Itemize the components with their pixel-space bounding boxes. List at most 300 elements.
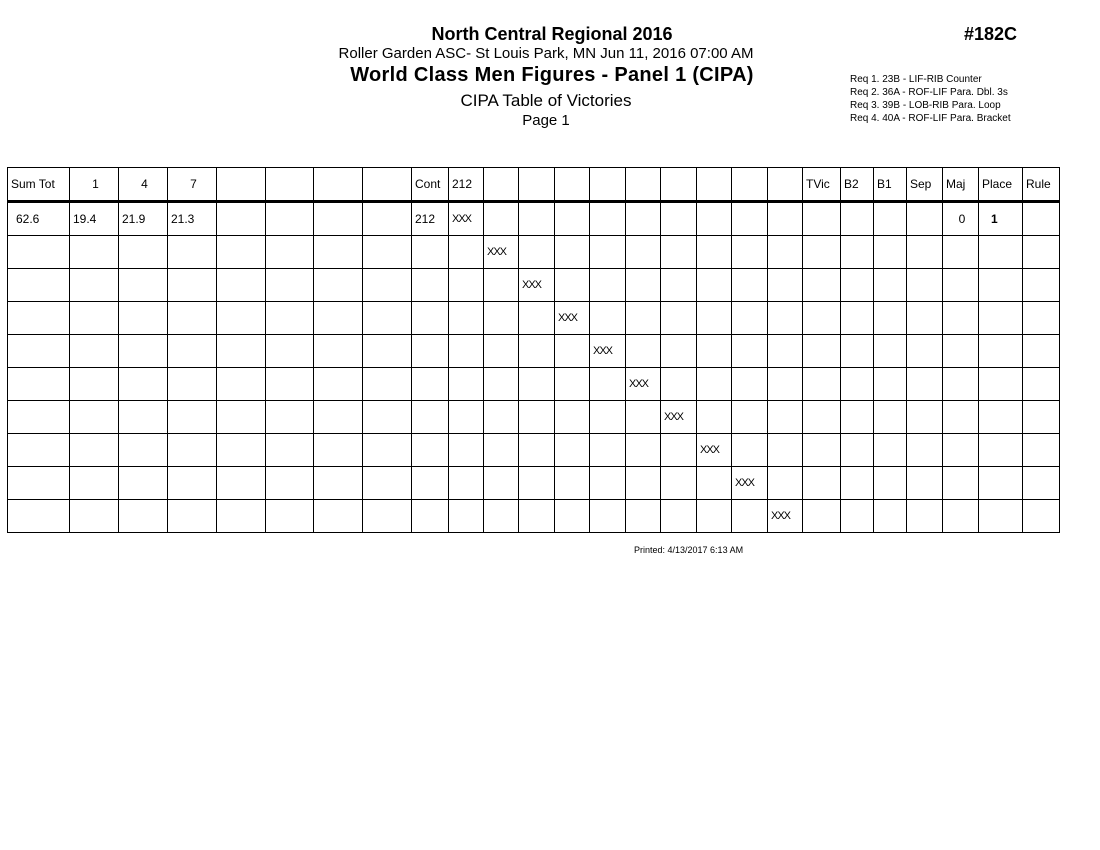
table-cell — [768, 434, 803, 467]
table-cell — [907, 434, 943, 467]
table-cell — [449, 302, 484, 335]
table-cell — [119, 236, 168, 269]
table-cell — [768, 202, 803, 236]
table-cell: XXX — [484, 236, 519, 269]
table-cell — [874, 202, 907, 236]
table-cell — [803, 500, 841, 533]
table-cell — [484, 202, 519, 236]
table-cell — [732, 401, 768, 434]
column-header: Cont — [412, 168, 449, 202]
table-cell — [8, 500, 70, 533]
table-cell — [266, 202, 314, 236]
table-cell — [412, 500, 449, 533]
table-cell — [217, 202, 266, 236]
table-cell — [449, 236, 484, 269]
table-cell — [626, 236, 661, 269]
table-cell — [907, 500, 943, 533]
table-cell — [555, 467, 590, 500]
table-cell — [590, 368, 626, 401]
table-cell — [732, 236, 768, 269]
table-cell — [874, 401, 907, 434]
table-cell — [1023, 202, 1060, 236]
column-header — [363, 168, 412, 202]
table-cell — [168, 368, 217, 401]
table-cell — [907, 401, 943, 434]
table-cell: XXX — [590, 335, 626, 368]
table-cell — [412, 401, 449, 434]
table-cell — [626, 269, 661, 302]
table-cell — [803, 434, 841, 467]
table-cell — [626, 202, 661, 236]
table-cell — [266, 236, 314, 269]
table-cell — [1023, 302, 1060, 335]
column-header: Rule — [1023, 168, 1060, 202]
table-cell — [732, 269, 768, 302]
column-header — [217, 168, 266, 202]
victories-table — [7, 167, 1060, 533]
table-cell — [626, 467, 661, 500]
table-cell — [697, 401, 732, 434]
table-cell — [661, 335, 697, 368]
table-cell — [266, 269, 314, 302]
column-header — [519, 168, 555, 202]
table-cell — [484, 401, 519, 434]
table-cell — [943, 302, 979, 335]
table-cell — [907, 335, 943, 368]
column-header — [626, 168, 661, 202]
table-cell — [590, 467, 626, 500]
table-cell — [661, 500, 697, 533]
table-cell — [8, 236, 70, 269]
table-cell — [70, 500, 119, 533]
column-header: TVic — [803, 168, 841, 202]
table-cell — [449, 500, 484, 533]
table-cell — [168, 302, 217, 335]
table-cell — [943, 467, 979, 500]
table-cell — [484, 335, 519, 368]
table-cell — [874, 302, 907, 335]
table-cell — [697, 236, 732, 269]
table-cell — [412, 302, 449, 335]
table-cell — [626, 335, 661, 368]
table-cell — [768, 335, 803, 368]
table-row — [8, 236, 1060, 269]
column-header — [555, 168, 590, 202]
table-cell — [803, 302, 841, 335]
table-cell: 62.6 — [8, 202, 70, 236]
table-row — [8, 269, 1060, 302]
table-cell — [8, 335, 70, 368]
table-cell — [314, 368, 363, 401]
table-cell — [841, 434, 874, 467]
table-cell — [168, 401, 217, 434]
table-cell — [314, 401, 363, 434]
table-cell — [979, 401, 1023, 434]
table-cell — [484, 368, 519, 401]
table-cell — [661, 269, 697, 302]
table-cell — [841, 236, 874, 269]
column-header: B1 — [874, 168, 907, 202]
table-cell — [314, 236, 363, 269]
table-cell: XXX — [768, 500, 803, 533]
table-row — [8, 335, 1060, 368]
table-cell — [979, 434, 1023, 467]
table-cell — [519, 302, 555, 335]
table-cell — [217, 269, 266, 302]
table-cell — [803, 236, 841, 269]
column-header — [732, 168, 768, 202]
table-cell — [217, 500, 266, 533]
table-cell — [803, 269, 841, 302]
table-cell — [1023, 368, 1060, 401]
table-cell — [314, 269, 363, 302]
table-cell — [874, 434, 907, 467]
column-header — [314, 168, 363, 202]
table-cell — [590, 401, 626, 434]
table-cell — [70, 467, 119, 500]
table-cell — [732, 500, 768, 533]
table-cell — [412, 467, 449, 500]
table-cell — [732, 302, 768, 335]
table-cell — [449, 269, 484, 302]
column-header: B2 — [841, 168, 874, 202]
table-cell — [874, 368, 907, 401]
table-cell — [697, 202, 732, 236]
table-cell: XXX — [449, 202, 484, 236]
table-cell — [841, 269, 874, 302]
table-cell — [363, 202, 412, 236]
table-cell — [555, 434, 590, 467]
table-cell — [768, 236, 803, 269]
table-cell — [363, 368, 412, 401]
table-cell — [449, 434, 484, 467]
table-cell — [363, 269, 412, 302]
table-cell — [519, 467, 555, 500]
table-cell — [484, 302, 519, 335]
table-cell — [697, 467, 732, 500]
column-header — [266, 168, 314, 202]
table-cell — [907, 368, 943, 401]
table-cell — [979, 302, 1023, 335]
table-cell — [803, 368, 841, 401]
table-cell — [907, 236, 943, 269]
table-cell — [70, 236, 119, 269]
table-cell — [168, 434, 217, 467]
table-cell — [661, 434, 697, 467]
table-cell — [363, 500, 412, 533]
table-cell — [697, 302, 732, 335]
table-cell — [70, 302, 119, 335]
table-cell — [555, 368, 590, 401]
table-cell — [119, 401, 168, 434]
table-cell — [8, 434, 70, 467]
table-cell — [8, 269, 70, 302]
column-header — [661, 168, 697, 202]
table-cell — [70, 368, 119, 401]
table-cell — [484, 269, 519, 302]
requirement-item: Req 1. 23B - LIF-RIB Counter — [850, 74, 982, 85]
table-cell — [555, 401, 590, 434]
table-cell — [697, 500, 732, 533]
table-cell — [412, 269, 449, 302]
table-cell — [519, 500, 555, 533]
table-cell: XXX — [732, 467, 768, 500]
table-cell — [590, 269, 626, 302]
table-cell — [943, 236, 979, 269]
table-cell — [168, 236, 217, 269]
table-cell — [841, 202, 874, 236]
table-cell: 21.3 — [168, 202, 217, 236]
table-cell — [555, 202, 590, 236]
table-cell — [70, 269, 119, 302]
table-cell — [803, 202, 841, 236]
table-cell — [1023, 500, 1060, 533]
table-cell — [1023, 467, 1060, 500]
table-cell — [661, 467, 697, 500]
table-row — [8, 434, 1060, 467]
column-header: Sep — [907, 168, 943, 202]
table-cell — [168, 500, 217, 533]
table-row — [8, 401, 1060, 434]
table-cell — [412, 434, 449, 467]
table-cell — [1023, 434, 1060, 467]
table-cell — [217, 368, 266, 401]
table-cell — [519, 236, 555, 269]
table-cell — [266, 467, 314, 500]
table-cell — [412, 236, 449, 269]
table-cell — [412, 368, 449, 401]
column-header: Place — [979, 168, 1023, 202]
table-cell — [907, 202, 943, 236]
table-cell: XXX — [519, 269, 555, 302]
table-cell — [70, 335, 119, 368]
table-cell — [217, 434, 266, 467]
table-cell — [768, 368, 803, 401]
table-cell — [661, 236, 697, 269]
table-cell — [626, 401, 661, 434]
venue-line: Roller Garden ASC- St Louis Park, MN Jun 11, 2016 07:00 AM — [338, 45, 754, 62]
table-cell: XXX — [555, 302, 590, 335]
table-cell — [555, 269, 590, 302]
table-cell — [697, 335, 732, 368]
table-cell — [768, 302, 803, 335]
table-cell — [979, 467, 1023, 500]
table-cell — [519, 335, 555, 368]
table-cell — [314, 202, 363, 236]
table-cell — [979, 269, 1023, 302]
table-cell — [979, 236, 1023, 269]
table-cell — [266, 500, 314, 533]
printed-timestamp: Printed: 4/13/2017 6:13 AM — [634, 545, 744, 555]
table-cell — [484, 467, 519, 500]
table-cell — [874, 335, 907, 368]
table-cell — [697, 269, 732, 302]
table-cell — [661, 302, 697, 335]
table-cell: XXX — [697, 434, 732, 467]
column-header: 7 — [168, 168, 217, 202]
table-cell — [907, 467, 943, 500]
table-cell — [943, 368, 979, 401]
table-cell — [590, 302, 626, 335]
table-cell — [803, 467, 841, 500]
table-cell — [449, 401, 484, 434]
page-number: Page 1 — [522, 112, 570, 129]
table-cell — [217, 302, 266, 335]
table-cell — [626, 302, 661, 335]
table-row — [8, 500, 1060, 533]
table-cell — [119, 500, 168, 533]
table-cell — [841, 500, 874, 533]
table-cell — [626, 500, 661, 533]
table-cell — [70, 401, 119, 434]
table-cell — [555, 335, 590, 368]
table-cell — [979, 500, 1023, 533]
table-cell — [314, 434, 363, 467]
table-cell — [626, 434, 661, 467]
table-cell — [119, 368, 168, 401]
table-cell — [449, 467, 484, 500]
table-cell: XXX — [626, 368, 661, 401]
table-cell — [363, 467, 412, 500]
table-cell — [314, 467, 363, 500]
table-cell — [841, 302, 874, 335]
table-cell — [979, 368, 1023, 401]
table-cell — [874, 467, 907, 500]
table-cell — [449, 368, 484, 401]
table-cell: XXX — [661, 401, 697, 434]
table-cell — [8, 302, 70, 335]
table-cell: 19.4 — [70, 202, 119, 236]
table-cell — [590, 500, 626, 533]
table-cell — [768, 269, 803, 302]
table-cell — [768, 401, 803, 434]
table-cell — [732, 335, 768, 368]
table-cell — [363, 434, 412, 467]
table-cell — [8, 368, 70, 401]
table-row — [8, 302, 1060, 335]
table-cell — [555, 500, 590, 533]
table-cell — [484, 500, 519, 533]
table-cell — [217, 467, 266, 500]
table-cell — [519, 434, 555, 467]
table-cell: 212 — [412, 202, 449, 236]
table-cell — [8, 401, 70, 434]
table-cell — [519, 368, 555, 401]
table-cell — [70, 434, 119, 467]
table-cell — [119, 467, 168, 500]
table-cell — [266, 401, 314, 434]
table-header-row — [8, 168, 1060, 202]
table-row — [8, 368, 1060, 401]
event-name: North Central Regional 2016 — [431, 24, 673, 44]
table-cell: 1 — [979, 202, 1023, 236]
event-title: World Class Men Figures - Panel 1 (CIPA) — [350, 64, 754, 86]
table-cell — [119, 335, 168, 368]
event-code: #182C — [964, 24, 1018, 44]
table-cell — [314, 302, 363, 335]
table-cell — [119, 269, 168, 302]
table-cell — [979, 335, 1023, 368]
requirement-item: Req 3. 39B - LOB-RIB Para. Loop — [850, 100, 1001, 111]
table-cell — [217, 335, 266, 368]
table-cell — [519, 401, 555, 434]
table-cell — [363, 236, 412, 269]
table-cell — [168, 467, 217, 500]
table-cell — [841, 401, 874, 434]
table-cell — [661, 368, 697, 401]
table-cell — [266, 434, 314, 467]
table-cell — [803, 401, 841, 434]
table-cell — [363, 302, 412, 335]
table-cell — [943, 401, 979, 434]
table-cell — [943, 500, 979, 533]
table-cell — [1023, 335, 1060, 368]
table-cell — [943, 434, 979, 467]
table-cell — [697, 368, 732, 401]
table-cell — [519, 202, 555, 236]
table-cell — [732, 368, 768, 401]
requirement-item: Req 4. 40A - ROF-LIF Para. Bracket — [850, 113, 1011, 124]
table-cell — [943, 335, 979, 368]
table-cell — [841, 467, 874, 500]
table-cell — [119, 302, 168, 335]
table-cell — [590, 236, 626, 269]
column-header: Maj — [943, 168, 979, 202]
table-cell — [661, 202, 697, 236]
table-row — [8, 467, 1060, 500]
column-header — [697, 168, 732, 202]
table-cell — [168, 335, 217, 368]
table-cell — [217, 236, 266, 269]
table-cell — [732, 202, 768, 236]
requirements-list — [850, 73, 1011, 125]
table-cell — [841, 335, 874, 368]
column-header: 1 — [70, 168, 119, 202]
table-cell — [943, 269, 979, 302]
table-cell — [363, 335, 412, 368]
table-cell — [266, 368, 314, 401]
column-header: 212 — [449, 168, 484, 202]
table-cell — [768, 467, 803, 500]
table-cell — [803, 335, 841, 368]
table-cell — [1023, 236, 1060, 269]
column-header: Sum Tot — [8, 168, 70, 202]
table-cell — [907, 302, 943, 335]
table-cell — [590, 434, 626, 467]
table-cell — [907, 269, 943, 302]
table-cell — [555, 236, 590, 269]
report-title: CIPA Table of Victories — [460, 91, 632, 110]
table-cell — [732, 434, 768, 467]
table-cell — [449, 335, 484, 368]
column-header — [590, 168, 626, 202]
table-cell — [874, 236, 907, 269]
table-cell — [119, 434, 168, 467]
table-cell — [266, 302, 314, 335]
table-cell — [314, 500, 363, 533]
table-cell — [1023, 269, 1060, 302]
column-header — [484, 168, 519, 202]
table-cell — [590, 202, 626, 236]
table-cell — [363, 401, 412, 434]
table-cell — [874, 269, 907, 302]
table-cell — [217, 401, 266, 434]
table-cell — [168, 269, 217, 302]
table-cell — [266, 335, 314, 368]
table-cell: 21.9 — [119, 202, 168, 236]
table-cell — [484, 434, 519, 467]
table-row — [8, 202, 1060, 236]
